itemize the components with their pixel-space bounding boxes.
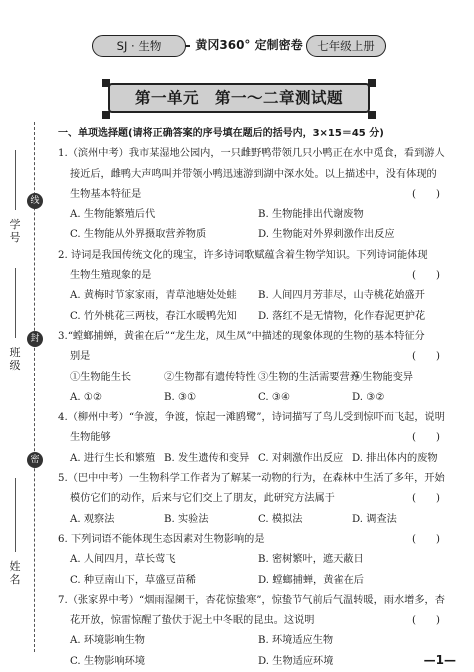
question-2-line: 2. 诗词是我国传统文化的瑰宝，许多诗词歌赋蕴含着生物学知识。下列诗词能体现 — [58, 249, 428, 261]
subject-tag: SJ · 生物 — [92, 35, 186, 57]
answer-bracket[interactable] — [406, 347, 446, 367]
seal-mark-mi: 密 — [27, 452, 43, 468]
option-c[interactable]: C. 模拟法 — [258, 513, 303, 525]
title-corner-ornament — [368, 79, 376, 87]
option-b[interactable]: B. 实验法 — [164, 513, 209, 525]
question-1-options — [58, 225, 446, 245]
grade-tag: 七年级上册 — [306, 35, 386, 57]
class-field[interactable] — [15, 268, 16, 338]
question-7-line: 7.（张家界中考）“烟雨湿阑干，杏花惊蛰寒”，惊蛰节气前后气温转暖，雨水增多，杏 — [58, 594, 445, 606]
question-2-options — [58, 286, 446, 306]
question-3-line: 3.“螳螂捕蝉，黄雀在后”“龙生龙，凤生凤”中描述的现象体现的生物的基本特征分 — [58, 330, 425, 342]
question-list — [58, 124, 446, 672]
option-c[interactable]: C. 种豆南山下，草盛豆苗稀 — [70, 574, 196, 586]
class-label: 班级 — [9, 346, 21, 372]
answer-bracket[interactable] — [406, 185, 446, 205]
option-d[interactable]: D. 调查法 — [352, 513, 397, 525]
name-field[interactable] — [15, 478, 16, 552]
question-1-line: 接近后，雌鸭大声鸣叫并带领小鸭迅速游到湖中深水处。以上描述中，没有体现的 — [70, 168, 437, 180]
series-name: 黄冈360° 定制密卷 — [190, 34, 308, 56]
title-corner-ornament — [102, 111, 110, 119]
option-d[interactable]: D. 落红不是无情物，化作春泥更护花 — [258, 310, 426, 322]
answer-bracket[interactable] — [406, 266, 446, 286]
section-heading: 一、单项选择题(请将正确答案的序号填在题后的括号内，3×15＝45 分) — [58, 128, 384, 139]
question-7-options — [58, 631, 446, 651]
statement-2: ②生物都有遗传特性 — [164, 371, 256, 383]
question-3-options — [58, 388, 446, 408]
name-label: 姓名 — [9, 560, 21, 586]
question-5-line: ( ) 模仿它们的动作，后来与它们交上了朋友，此研究方法属于 — [58, 489, 446, 509]
question-6-options — [58, 550, 446, 570]
option-c[interactable]: C. ③④ — [258, 391, 291, 403]
option-d[interactable]: D. 螳螂捕蝉，黄雀在后 — [258, 574, 364, 586]
student-id-field[interactable] — [15, 150, 16, 210]
option-a[interactable]: A. 进行生长和繁殖 — [70, 452, 156, 464]
question-4-line: 4.（柳州中考）“争渡，争渡，惊起一滩鸥鹭”，诗词描写了鸟儿受到惊吓而飞起，说明 — [58, 412, 445, 424]
option-c[interactable]: C. 生物能从外界摄取营养物质 — [70, 229, 207, 241]
statement-1: ①生物能生长 — [70, 371, 132, 383]
statement-4: ④生物能变异 — [352, 371, 414, 383]
statement-3: ③生物的生活需要营养 — [258, 371, 360, 383]
option-b[interactable]: B. 环境适应生物 — [258, 635, 334, 647]
question-5-line: 5.（巴中中考）一生物科学工作者为了解某一动物的行为，在森林中生活了多年，开始 — [58, 473, 445, 485]
answer-bracket[interactable] — [406, 428, 446, 448]
student-id-label: 学号 — [9, 218, 21, 244]
question-4-line: ( ) 生物能够 — [58, 428, 446, 448]
option-a[interactable]: A. 环境影响生物 — [70, 635, 145, 647]
answer-bracket[interactable] — [406, 530, 446, 550]
question-1-options — [58, 205, 446, 225]
answer-bracket[interactable] — [406, 489, 446, 509]
question-2-line: ( ) 生物生殖现象的是 — [58, 266, 446, 286]
question-2-options — [58, 307, 446, 327]
test-title — [108, 83, 370, 113]
title-corner-ornament — [368, 111, 376, 119]
option-a[interactable]: A. 观察法 — [70, 513, 115, 525]
option-b[interactable]: B. 人间四月芳菲尽，山寺桃花始盛开 — [258, 290, 425, 302]
test-title-text: 第一单元 第一～二章测试题 — [134, 89, 343, 107]
title-corner-ornament — [102, 79, 110, 87]
option-a[interactable]: A. ①② — [70, 391, 103, 403]
question-1-line: ( ) 生物基本特征是 — [58, 185, 446, 205]
answer-bracket[interactable] — [406, 611, 446, 631]
option-b[interactable]: B. 生物能排出代谢废物 — [258, 209, 364, 221]
option-d[interactable]: D. 生物适应环境 — [258, 655, 334, 667]
option-c[interactable]: C. 对刺激作出反应 — [258, 452, 344, 464]
question-6-line: ( ) 6. 下列词语不能体现生态因素对生物影响的是 — [58, 530, 446, 550]
option-c[interactable]: C. 竹外桃花三两枝，春江水暖鸭先知 — [70, 310, 237, 322]
seal-mark-xian: 线 — [27, 193, 43, 209]
question-1-line: 1.（滨州中考）我市某湿地公园内，一只雌野鸭带领几只小鸭正在水中觅食，看到游人 — [58, 148, 445, 160]
question-6-options — [58, 571, 446, 591]
question-7-options — [58, 652, 446, 672]
option-a[interactable]: A. 人间四月，草长莺飞 — [70, 554, 176, 566]
option-b[interactable]: B. 密树繁叶，遮天蔽日 — [258, 554, 364, 566]
question-5-options — [58, 510, 446, 530]
question-3-line: ( ) 别是 — [58, 347, 446, 367]
question-3-items — [58, 368, 446, 388]
option-b[interactable]: B. ③① — [164, 391, 197, 403]
question-7-line: ( ) 花开放，惊雷惊醒了蛰伏于泥土中冬眠的昆虫。这说明 — [58, 611, 446, 631]
option-a[interactable]: A. 黄梅时节家家雨，青草池塘处处蛙 — [70, 290, 237, 302]
seal-mark-feng: 封 — [27, 331, 43, 347]
paper-header — [92, 34, 386, 58]
option-d[interactable]: D. 排出体内的废物 — [352, 452, 438, 464]
option-d[interactable]: D. 生物能对外界刺激作出反应 — [258, 229, 395, 241]
question-4-options — [58, 449, 446, 469]
page-number: —1— — [423, 653, 456, 667]
option-a[interactable]: A. 生物能繁殖后代 — [70, 209, 156, 221]
option-b[interactable]: B. 发生遗传和变异 — [164, 452, 250, 464]
option-d[interactable]: D. ③② — [352, 391, 385, 403]
option-c[interactable]: C. 生物影响环境 — [70, 655, 146, 667]
